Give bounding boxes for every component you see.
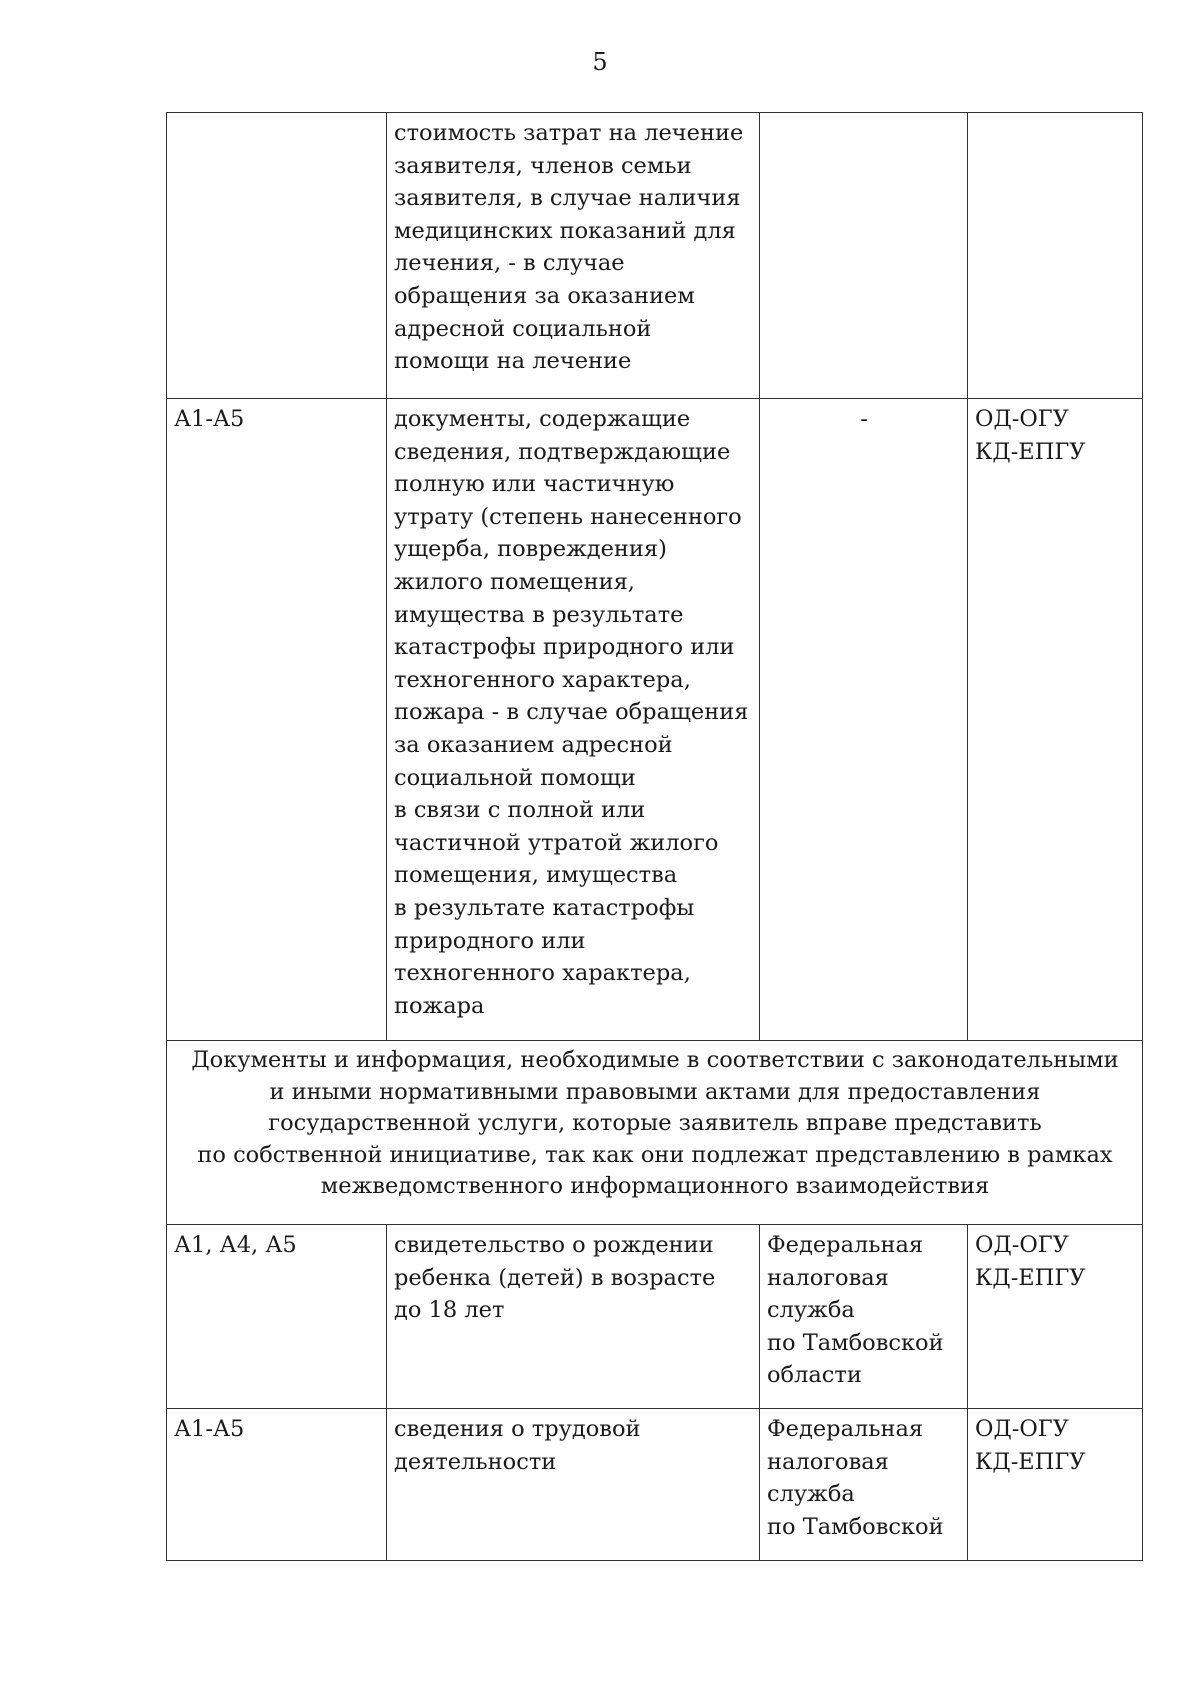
section-header-row [167,1041,1143,1225]
method-cell: ОД-ОГУ КД-ЕПГУ [968,1409,1143,1561]
applicants-cell [167,113,387,399]
source-cell: - [760,399,968,1041]
method-cell [968,113,1143,399]
method-cell: ОД-ОГУ КД-ЕПГУ [968,1225,1143,1409]
table-row [167,113,1143,399]
page-number: 5 [592,48,608,76]
section-header: Документы и информация, необходимые в соответствии с законодательными и иными нормативными правовыми актами для предоставления государственной услуги, которые заявитель вправе представить по собственной инициативе, так как они подлежат представлению в рамках межведомственного информационного взаимодействия [167,1041,1143,1225]
table-row [167,399,1143,1041]
table-row [167,1409,1143,1561]
table-row [167,1225,1143,1409]
source-cell: Федеральная налоговая служба по Тамбовской области [760,1225,968,1409]
document-cell: свидетельство о рождении ребенка (детей) в возрасте до 18 лет [387,1225,760,1409]
document-cell: документы, содержащие сведения, подтверждающие полную или частичную утрату (степень нанесенного ущерба, повреждения) жилого помещения, имущества в результате катастрофы природного или техногенного характера, пожара - в случае обращения за оказанием адресной социальной помощи в связи с полной или частичной утратой жилого помещения, имущества в результате катастрофы природного или техногенного характера, пожара [387,399,760,1041]
applicants-cell: А1, А4, А5 [167,1225,387,1409]
method-cell: ОД-ОГУ КД-ЕПГУ [968,399,1143,1041]
documents-table [166,112,1143,1561]
applicants-cell: А1-А5 [167,1409,387,1561]
document-cell: стоимость затрат на лечение заявителя, членов семьи заявителя, в случае наличия медицинских показаний для лечения, - в случае обращения за оказанием адресной социальной помощи на лечение [387,113,760,399]
applicants-cell: А1-А5 [167,399,387,1041]
document-cell: сведения о трудовой деятельности [387,1409,760,1561]
source-cell [760,113,968,399]
source-cell: Федеральная налоговая служба по Тамбовской [760,1409,968,1561]
